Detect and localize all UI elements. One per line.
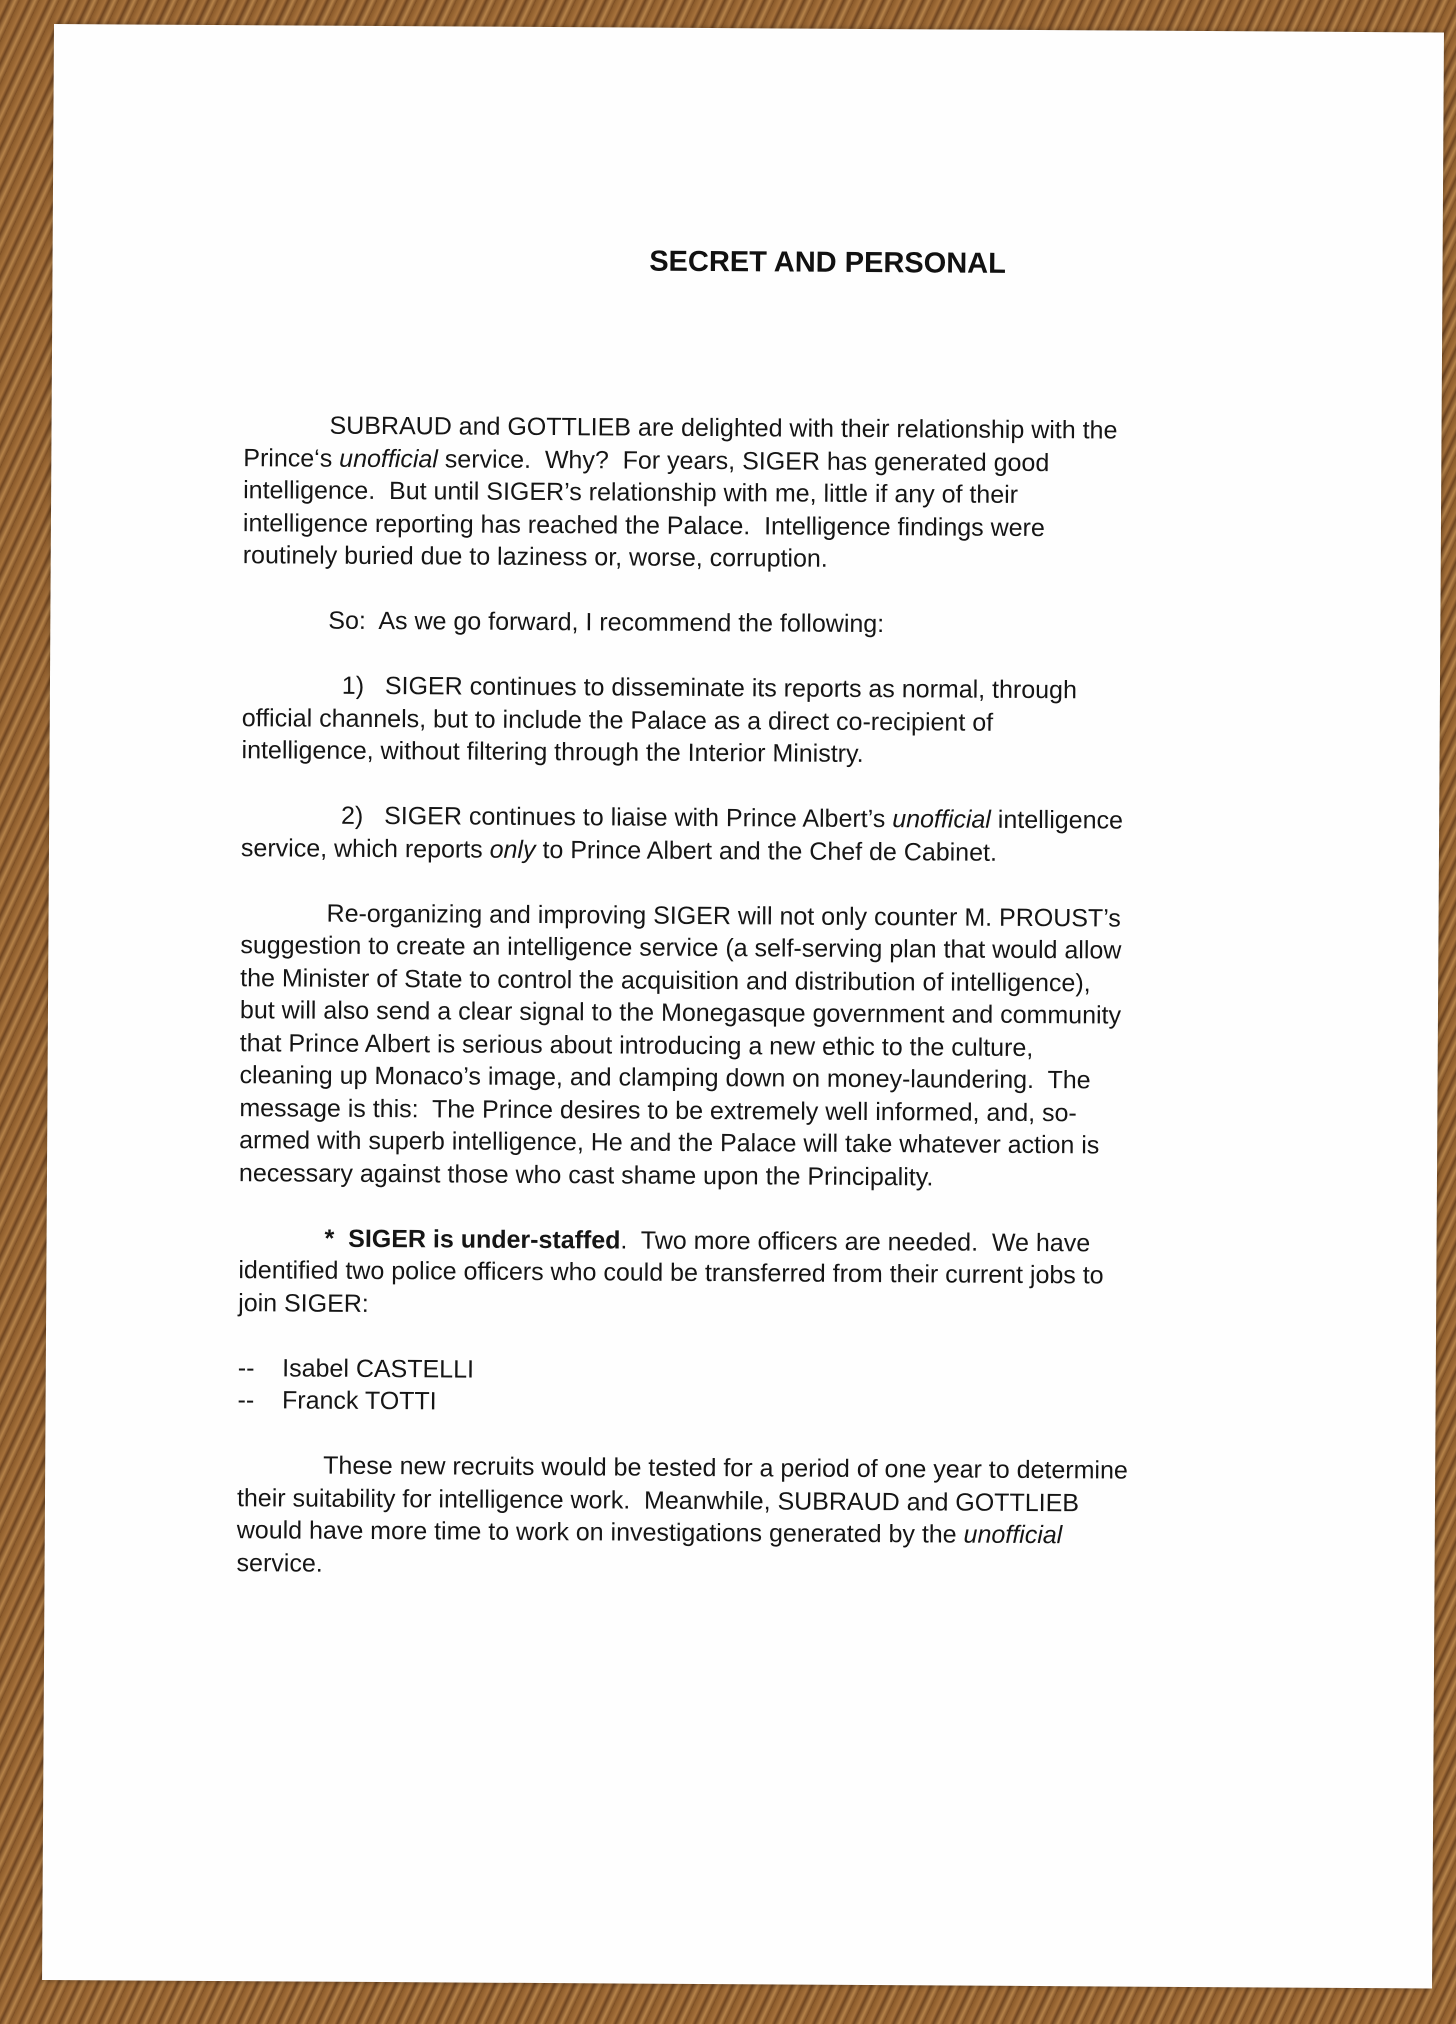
text-run: message is this: The Prince desires to be extremely well informed, and, so-: [239, 1093, 1077, 1127]
text-line: [241, 832, 1321, 871]
text-run: routinely buried due to laziness or, worse, corruption.: [242, 541, 828, 573]
text-run: . Two more officers are needed. We have: [620, 1225, 1091, 1257]
text-run: Re-organizing and improving SIGER will not only counter M. PROUST’s: [326, 899, 1121, 933]
paragraph: [243, 409, 1324, 578]
text-run: the Minister of State to control the acquisition and distribution of intelligence),: [240, 963, 1091, 997]
bold-text: * SIGER is under-staffed: [324, 1224, 621, 1254]
paragraph: [237, 1449, 1318, 1586]
text-run: intelligence: [990, 805, 1124, 835]
text-run: identified two police officers who could be transferred from their current jobs to: [238, 1256, 1104, 1290]
document-title: SECRET AND PERSONAL: [649, 245, 1006, 280]
paragraph: [242, 604, 1322, 643]
text-line: [237, 1514, 1317, 1553]
italic-text: unofficial: [339, 444, 438, 473]
text-run: necessary against those who cast shame upon the Principality.: [238, 1158, 934, 1191]
text-run: service.: [236, 1548, 323, 1578]
text-run: that Prince Albert is serious about introducing a new ethic to the culture,: [239, 1028, 1034, 1062]
text-run: service, which reports: [240, 833, 490, 864]
text-run: intelligence, without filtering through the Interior Ministry.: [241, 736, 864, 768]
text-line: [238, 1254, 1318, 1293]
text-run: intelligence. But until SIGER’s relationship with me, little if any of their: [243, 476, 1019, 509]
text-run: So: As we go forward, I recommend the following:: [328, 606, 885, 639]
text-line: [237, 1384, 1317, 1423]
italic-text: unofficial: [892, 805, 991, 834]
text-run: SUBRAUD and GOTTLIEB are delighted with their relationship with the: [329, 411, 1118, 445]
text-run: service. Why? For years, SIGER has generated good: [437, 444, 1050, 477]
italic-text: only: [489, 835, 536, 864]
italic-text: unofficial: [963, 1520, 1063, 1550]
document-body: [237, 409, 1324, 1586]
text-run: cleaning up Monaco’s image, and clamping down on money-laundering. The: [239, 1061, 1091, 1095]
paragraph: [237, 1352, 1317, 1424]
text-run: to Prince Albert and the Chef de Cabinet.: [535, 835, 998, 867]
paragraph: [238, 1222, 1319, 1326]
paragraph: [241, 799, 1321, 871]
text-run: intelligence reporting has reached the Palace. Intelligence findings were: [242, 508, 1045, 542]
text-line: [239, 1157, 1319, 1196]
text-run: -- Franck TOTTI: [237, 1386, 437, 1416]
text-run: join SIGER:: [238, 1288, 369, 1318]
text-run: Prince‘s: [243, 443, 340, 473]
text-run: 2) SIGER continues to liaise with Prince Albert’s: [327, 801, 893, 834]
text-run: official channels, but to include the Palace as a direct co-recipient of: [241, 703, 994, 737]
text-run: These new recruits would be tested for a period of one year to determine: [323, 1451, 1128, 1485]
paragraph: [239, 897, 1321, 1196]
text-run: but will also send a clear signal to the Monegasque government and community: [239, 996, 1122, 1030]
text-line: [241, 734, 1321, 773]
document-page: [42, 24, 1444, 1988]
text-run: armed with superb intelligence, He and the Palace will take whatever action is: [239, 1126, 1100, 1160]
text-run: would have more time to work on investigations generated by the: [236, 1516, 964, 1549]
paragraph: [241, 669, 1322, 773]
text-line: [237, 1547, 1317, 1586]
text-run: their suitability for intelligence work. Meanwhile, SUBRAUD and GOTTLIEB: [236, 1483, 1080, 1517]
text-run: 1) SIGER continues to disseminate its reports as normal, through: [327, 671, 1077, 705]
text-run: -- Isabel CASTELLI: [237, 1353, 475, 1384]
text-line: [243, 539, 1323, 578]
text-run: suggestion to create an intelligence service (a self-serving plan that would allow: [240, 931, 1122, 965]
text-line: [242, 604, 1322, 643]
